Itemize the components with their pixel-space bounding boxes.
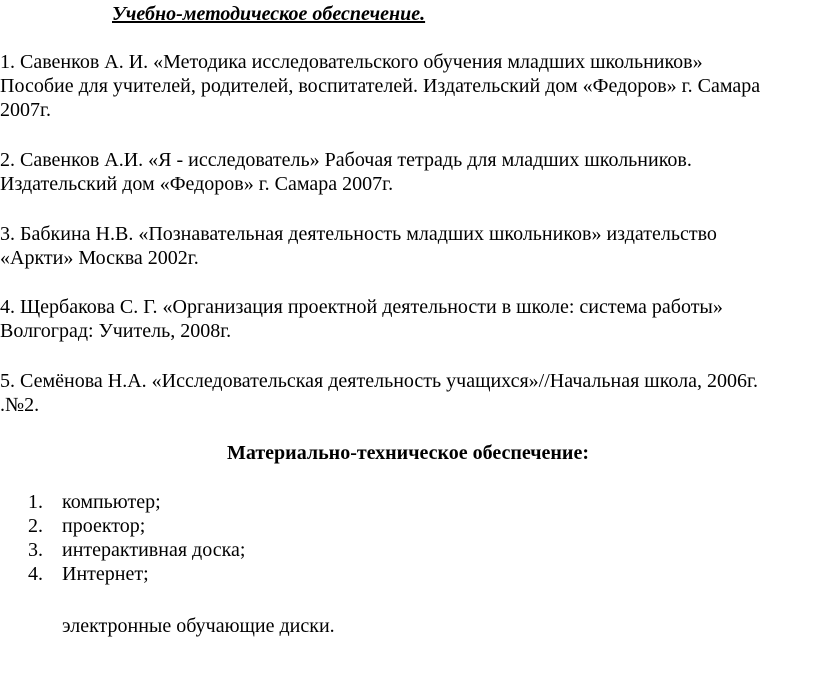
reference-3 <box>0 222 812 270</box>
reference-line: «Аркти» Москва 2002г. <box>0 247 199 269</box>
reference-line: 1. Савенков А. И. «Методика исследовательского обучения младших школьников» <box>0 51 703 73</box>
reference-1 <box>0 50 812 122</box>
list-item <box>28 538 245 562</box>
reference-line: Издательский дом «Федоров» г. Самара 2007г. <box>0 173 394 195</box>
list-number: 2. <box>28 515 43 537</box>
list-item-text: интерактивная доска; <box>62 539 246 561</box>
reference-5 <box>0 369 812 417</box>
extra-item: электронные обучающие диски. <box>62 615 335 637</box>
list-item <box>28 562 245 586</box>
list-item-text: Интернет; <box>62 563 149 585</box>
list-item-text: проектор; <box>62 515 146 537</box>
equipment-list <box>28 490 245 586</box>
equipment-title: Материально-техническое обеспечение: <box>226 442 589 464</box>
reference-4 <box>0 295 812 343</box>
reference-line: Пособие для учителей, родителей, воспитателей. Издательский дом «Федоров» г. Самара <box>0 75 761 97</box>
list-item-text: компьютер; <box>62 491 161 513</box>
reference-2 <box>0 148 812 196</box>
list-number: 1. <box>28 491 43 513</box>
reference-line: 3. Бабкина Н.В. «Познавательная деятельность младших школьников» издательство <box>0 223 717 245</box>
reference-line: 4. Щербакова С. Г. «Организация проектной деятельности в школе: система работы» <box>0 296 723 318</box>
reference-line: 2007г. <box>0 99 51 121</box>
list-number: 3. <box>28 539 43 561</box>
list-number: 4. <box>28 563 43 585</box>
reference-line: .№2. <box>0 394 40 416</box>
list-item <box>28 514 245 538</box>
document-title: Учебно-методическое обеспечение. <box>112 3 426 25</box>
reference-line: 2. Савенков А.И. «Я - исследователь» Рабочая тетрадь для младших школьников. <box>0 149 692 171</box>
reference-line: Волгоград: Учитель, 2008г. <box>0 320 232 342</box>
reference-line: 5. Семёнова Н.А. «Исследовательская деятельность учащихся»//Начальная школа, 2006г. <box>0 370 758 392</box>
list-item <box>28 490 245 514</box>
